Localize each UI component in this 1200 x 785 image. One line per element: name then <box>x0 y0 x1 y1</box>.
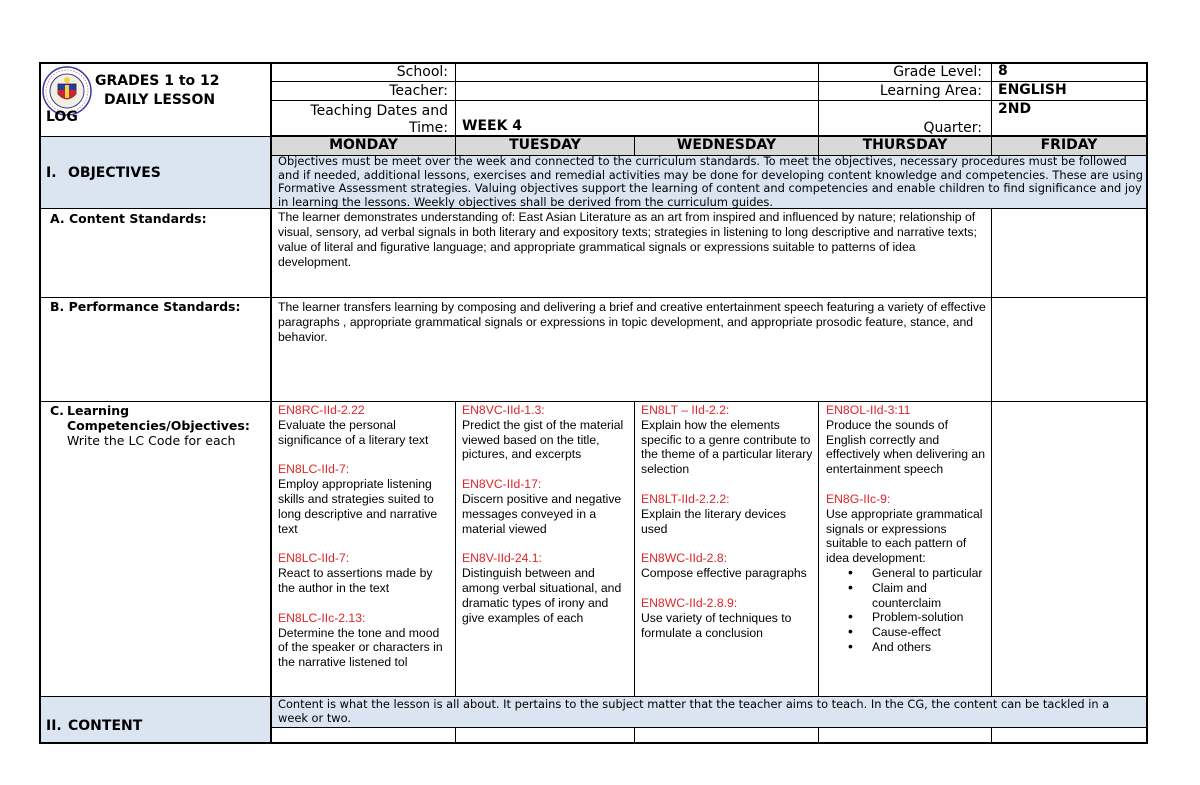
teaching-dates-label-2: Time: <box>409 120 448 136</box>
lc-text: Produce the sounds of English correctly and effectively when delivering an entertainment speech <box>826 417 985 477</box>
school-label: School: <box>396 64 448 80</box>
content-label: CONTENT <box>68 718 143 734</box>
school-field[interactable] <box>456 64 818 81</box>
title-line3: LOG <box>46 109 78 125</box>
competencies-thursday <box>826 403 988 655</box>
lc-code: EN8OL-IId-3:11 <box>826 403 911 417</box>
objectives-label: OBJECTIVES <box>68 165 161 181</box>
lc-text: Employ appropriate listening skills and strategies suited to long descriptive and narrative text <box>278 477 438 536</box>
lc-text: Determine the tone and mood of the speaker or characters in the narrative listened tol <box>278 625 443 670</box>
list-item: • Problem-solution <box>826 610 988 625</box>
competencies-wednesday <box>641 403 813 640</box>
competencies-monday <box>278 403 452 670</box>
list-item: • Cause-effect <box>826 625 988 640</box>
lc-text: Discern positive and negative messages conveyed in a material viewed <box>462 491 622 536</box>
learning-area-label: Learning Area: <box>879 83 982 99</box>
lc-code: EN8WC-IId-2.8.9: <box>641 595 738 610</box>
day-header-monday: MONDAY <box>329 137 398 153</box>
lc-text: Evaluate the personal significance of a literary text <box>278 417 429 447</box>
lc-text: React to assertions made by the author in the text <box>278 566 433 595</box>
grade-level-label: Grade Level: <box>893 64 982 80</box>
performance-standards-text: The learner transfers learning by composing and delivering a brief and creative entertainment speech featuring a variety of effective paragraphs , appropriate grammatical signals or expressions in topic development, and appropriate prosodic feature, stance, and behavior. <box>278 300 986 344</box>
objectives-number: I. <box>46 165 57 181</box>
lc-code: EN8WC-IId-2.8: <box>641 551 728 566</box>
quarter-label: Quarter: <box>923 120 982 136</box>
lc-code: EN8LC-IId-7: <box>278 462 350 477</box>
title-line2: DAILY LESSON <box>104 92 216 108</box>
competencies-label-2: Competencies/Objectives: <box>67 418 250 433</box>
competencies-tuesday <box>462 403 630 625</box>
grade-level-value[interactable]: 8 <box>998 63 1008 79</box>
lc-code: EN8LT-IId-2.2.2: <box>641 491 730 506</box>
teaching-dates-label-1: Teaching Dates and <box>310 103 448 119</box>
lc-code: EN8V-IId-24.1: <box>462 551 542 566</box>
lc-code: EN8VC-IId-17: <box>462 477 542 492</box>
lc-text: Use appropriate grammatical signals or expressions suitable to each pattern of idea development: <box>826 506 983 566</box>
list-item: • Claim and counterclaim <box>826 581 988 611</box>
lc-text: Use variety of techniques to formulate a conclusion <box>641 610 792 640</box>
lc-text: Predict the gist of the material viewed based on the title, pictures, and excerpts <box>462 417 624 462</box>
content-text: Content is what the lesson is all about. It pertains to the subject matter that the teacher aims to teach. In the CG, the content can be tackled in a week or two. <box>278 697 1110 725</box>
content-standards-text: The learner demonstrates understanding of: East Asian Literature as an art from inspired and influenced by nature; relationship of visual, sensory, ad verbal signals in both literary and expository texts; strategies in listening to long descriptive and narrative texts; value of literal and figurative language; and appropriate grammatical signals or expressions suitable to patterns of idea development. <box>278 210 977 269</box>
lc-code: EN8LT – IId-2.2: <box>641 403 730 417</box>
thursday-bullet-list <box>826 566 988 655</box>
title-line1: GRADES 1 to 12 <box>95 73 220 89</box>
list-item: • And others <box>826 640 988 655</box>
lc-text: Distinguish between and among verbal situational, and dramatic types of irony and give examples of each <box>462 566 622 625</box>
lc-code: EN8RC-IId-2.22 <box>278 403 365 417</box>
competencies-label-3: Write the LC Code for each <box>67 433 236 448</box>
lc-code: EN8VC-IId-1.3: <box>462 403 545 417</box>
quarter-value[interactable]: 2ND <box>998 101 1032 117</box>
performance-standards-label: B. Performance Standards: <box>50 299 241 314</box>
competencies-label-1: Learning <box>67 403 130 418</box>
day-header-wednesday: WEDNESDAY <box>676 137 777 153</box>
lc-text: Explain the literary devices used <box>641 506 786 536</box>
day-header-friday: FRIDAY <box>1040 137 1098 153</box>
lc-text: Compose effective paragraphs <box>641 566 807 581</box>
teacher-label: Teacher: <box>389 83 448 99</box>
day-header-thursday: THURSDAY <box>862 137 948 153</box>
teaching-dates-value[interactable]: WEEK 4 <box>462 118 523 134</box>
day-header-tuesday: TUESDAY <box>509 137 581 153</box>
list-item: • General to particular <box>826 566 988 581</box>
competencies-letter: C. <box>50 403 64 418</box>
lc-code: EN8LC-IId-7: <box>278 551 350 566</box>
lc-code: EN8LC-IIc-2.13: <box>278 610 366 625</box>
teacher-field[interactable] <box>456 83 818 100</box>
lc-text: Explain how the elements specific to a genre contribute to the theme of a particular literary selection <box>641 417 813 477</box>
learning-area-value[interactable]: ENGLISH <box>998 82 1067 98</box>
objectives-text: Objectives must be meet over the week and connected to the curriculum standards. To meet the objectives, necessary procedures must be followed and if needed, additional lessons, exercises and remedial activities may be done for developing content knowledge and competencies. These are using Formative Assessment strategies. Valuing objectives support the learning of content and competencies and enable children to find significance and joy in learning the lessons. Weekly objectives shall be derived from the curriculum guides. <box>278 154 1143 209</box>
lc-code: EN8G-IIc-9: <box>826 491 891 506</box>
content-number: II. <box>46 718 62 734</box>
content-standards-label: A. Content Standards: <box>50 211 207 226</box>
